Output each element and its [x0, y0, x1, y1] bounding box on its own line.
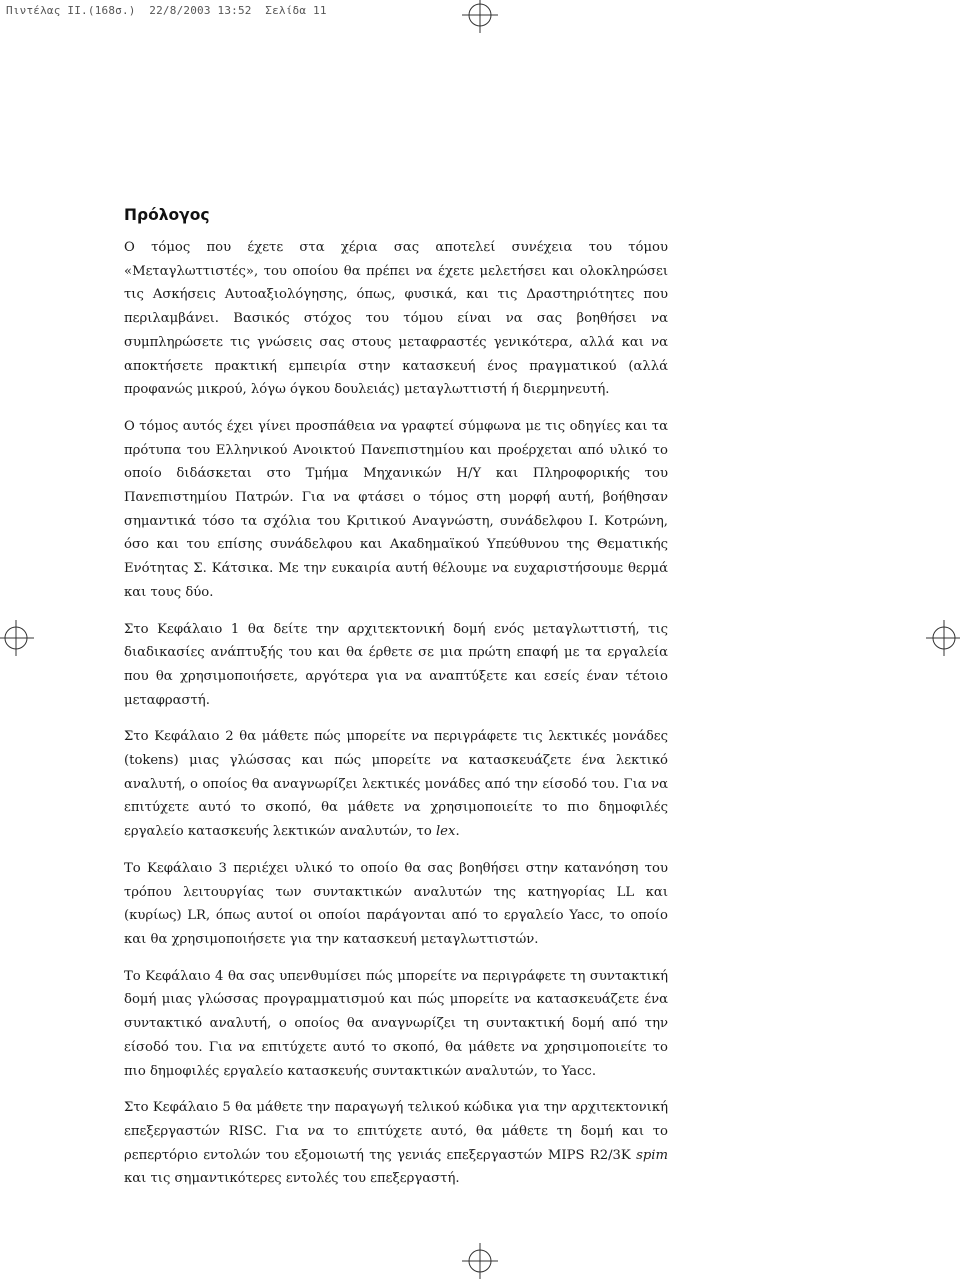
paragraph — [124, 415, 668, 605]
paragraph-text: . — [455, 824, 460, 840]
paragraph-text: Ο τόμος αυτός έχει γίνει προσπάθεια να γραφτεί σύμφωνα με τις οδηγίες και τα πρότυπα του Ελληνικού Ανοικτού Πανεπιστημίου και προέρχεται από υλικό το οποίο διδάσκεται στο Τμήμα Μηχανικών Η/Υ και Πληροφορικής του Πανεπιστημίου Πατρών. Για να φτάσει ο τόμος στη μορφή αυτή, βοήθησαν σημαντικά τόσο τα σχόλια του Κριτικού Αναγνώστη, συνάδελφου Ι. Κοτρώνη, όσο και του επίσης συνάδελφου και Ακαδημαϊκού Υπεύθυνου της Θεματικής Ενότητας Σ. Κάτσικα. Με την ευκαιρία αυτή θέλουμε να ευχαριστήσουμε θερμά και τους δύο. — [124, 418, 668, 600]
paragraph-text: Στο Κεφάλαιο 5 θα μάθετε την παραγωγή τελικού κώδικα για την αρχιτεκτονική επεξεργαστών RISC. Για να το επιτύχετε αυτό, θα μάθετε τη δομή και το ρεπερτόριο εντολών του εξομοιωτή της γενιάς επεξεργαστών MIPS R2/3K — [124, 1100, 668, 1163]
paragraph-text: Στο Κεφάλαιο 1 θα δείτε την αρχιτεκτονική δομή ενός μεταγλωττιστή, τις διαδικασίες ανάπτυξής του και θα έρθετε σε μια πρώτη επαφή με τα εργαλεία που θα χρησιμοποιήσετε, αργότερα για να αναπτύξετε και εσείς έναν τέτοιο μεταφραστή. — [124, 621, 668, 708]
italic-term: spim — [636, 1147, 668, 1163]
preface-section — [124, 206, 668, 1204]
paragraph — [124, 725, 668, 844]
registration-mark-right — [926, 620, 960, 656]
paragraph — [124, 857, 668, 952]
registration-mark-bottom — [462, 1243, 498, 1279]
paragraph-text: Το Κεφάλαιο 4 θα σας υπενθυμίσει πώς μπορείτε να περιγράφετε τη συντακτική δομή μιας γλώσσας προγραμματισμού και πώς μπορείτε να κατασκευάζετε ένα συντακτικό αναλυτή, ο οποίος θα αναγνωρίζει τη συντακτική δομή από την είσοδό του. Για να επιτύχετε αυτό το σκοπό, θα μάθετε να χρησιμοποιείτε το πιο δημοφιλές εργαλείο κατασκευής συντακτικών αναλυτών, το Yacc. — [124, 968, 668, 1079]
section-title: Πρόλογος — [124, 206, 210, 224]
italic-term: lex — [435, 824, 456, 840]
paragraph-text: Ο τόμος που έχετε στα χέρια σας αποτελεί συνέχεια του τόμου «Μεταγλωττιστές», του οποίου θα πρέπει να έχετε μελετήσει και ολοκληρώσει τις Ασκήσεις Αυτοαξιολόγησης, όπως, φυσικά, και τις Δραστηριότητες που περιλαμβάνει. Βασικός στόχος του τόμου είναι να σας βοηθήσει να συμπληρώσετε τις γνώσεις σας στους μεταφραστές γενικότερα, αλλά και να αποκτήσετε πρακτική εμπειρία στην κατασκευή ένος πραγματικού (αλλά προφανώς μικρού, λόγω όγκου δουλειάς) μεταγλωττιστή ή διερμηνευτή. — [124, 240, 668, 398]
paragraph-text: Στο Κεφάλαιο 2 θα μάθετε πώς μπορείτε να περιγράφετε τις λεκτικές μονάδες (tokens) μιας γλώσσας και πώς μπορείτε να κατασκευάζετε ένα λεκτικό αναλυτή, ο οποίος θα αναγνωρίζει λεκτικές μονάδες από την είσοδό του. Για να επιτύχετε αυτό το σκοπό, θα μάθετε να χρησιμοποιείτε το πιο δημοφιλές εργαλείο κατασκευής λεκτικών αναλυτών, το — [124, 729, 668, 840]
paragraph — [124, 965, 668, 1084]
paragraph-text: και τις σημαντικότερες εντολές του επεξεργαστή. — [124, 1171, 460, 1187]
paragraph — [124, 236, 668, 402]
print-slug-header: Πιντέλας ΙΙ.(168σ.) 22/8/2003 13:52 Σελίδα 11 — [6, 4, 327, 17]
registration-mark-top — [462, 0, 498, 33]
registration-mark-left — [0, 620, 34, 656]
paragraph — [124, 1096, 668, 1191]
paragraph-text: Το Κεφάλαιο 3 περιέχει υλικό το οποίο θα σας βοηθήσει στην κατανόηση του τρόπου λειτουργίας των συντακτικών αναλυτών της κατηγορίας LL και (κυρίως) LR, όπως αυτοί οι οποίοι παράγονται από το εργαλείο Yacc, το οποίο και θα χρησιμοποιήσετε για την κατασκευή μεταγλωττιστών. — [124, 860, 668, 947]
paragraph — [124, 618, 668, 713]
